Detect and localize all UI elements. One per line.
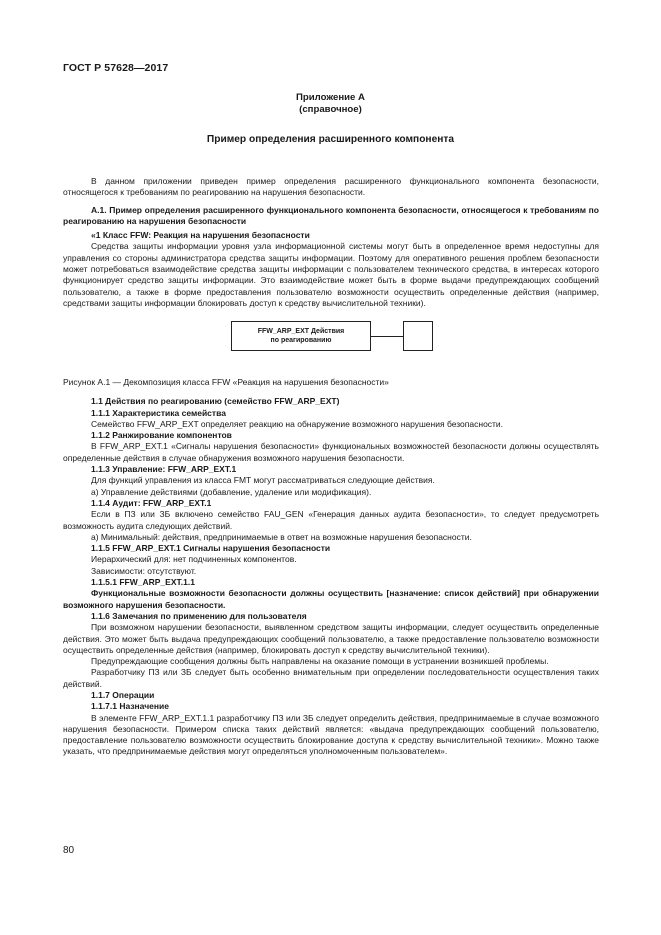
section-1-1-7-1: 1.1.7.1 Назначение [91,701,169,712]
section-1-1-6-para-1: При возможном нарушении безопасности, выявленном средством защиты информации, следует осуществить определенные действия. Это может быть выдача предупреждающих сообщений пользователю, а также предоставление пользователю возможности осуществить определенные действия (например, блокировать доступ к средству вычислительной техники). [63,622,599,655]
appendix-title: Приложение А [296,92,365,103]
family-box [231,321,371,351]
main-title: Пример определения расширенного компонента [206,134,455,145]
body-text [63,176,599,758]
section-1-1: 1.1 Действия по реагированию (семейство FFW_ARP_EXT) [91,396,340,407]
document-header: ГОСТ Р 57628—2017 [63,62,169,74]
family-box-line1: FFW_ARP_EXT Действия [257,328,345,336]
figure-caption: Рисунок А.1 — Декомпозиция класса FFW «Реакция на нарушения безопасности» [63,377,389,388]
section-1-1-2: 1.1.2 Ранжирование компонентов [91,430,232,441]
section-1-1-7: 1.1.7 Операции [91,689,155,700]
section-1-1-3-text: Для функций управления из класса FMT могут рассматриваться следующие действия. [91,475,435,486]
section-1-1-5-1: 1.1.5.1 FFW_ARP_EXT.1.1 [91,577,195,588]
section-1-1-3: 1.1.3 Управление: FFW_ARP_EXT.1 [91,464,237,475]
a1-heading: А.1. Пример определения расширенного функционального компонента безопасности, относящегося к требованиям по реагированию на нарушения безопасности [63,204,599,226]
section-1-1-6: 1.1.6 Замечания по применению для пользователя [91,610,307,621]
page-number: 80 [63,845,75,856]
section-1-1-2-text: В FFW_ARP_EXT.1 «Сигналы нарушения безопасности» функциональных возможностей безопасности должны осуществлять определенные действия в случае обнаружения возможного нарушения безопасности. [63,441,599,463]
section-1-1-7-1-text: В элементе FFW_ARP_EXT.1.1 разработчику ПЗ или ЗБ следует определить действия, предпринимаемые в случае возможного нарушения безопасности. Примером списка таких действий является: «выдача предупреждающих сообщений пользователю, предоставление пользователю возможности осуществить блокирование доступа к средству вычислительной техники». Можно также указать, что предпринимаемые действия могут определяться уполномоченным пользователем». [63,712,599,757]
component-box [403,321,433,351]
section-1-1-5: 1.1.5 FFW_ARP_EXT.1 Сигналы нарушения безопасности [91,543,331,554]
section-1-1-4: 1.1.4 Аудит: FFW_ARP_EXT.1 [91,497,212,508]
appendix-note: (справочное) [299,104,362,115]
section-1-1-4-text: Если в ПЗ или ЗБ включено семейство FAU_GEN «Генерация данных аудита безопасности», то следует предусмотреть возможность аудита следующих действий. [63,509,599,531]
section-1-1-1: 1.1.1 Характеристика семейства [91,407,226,418]
family-box-line2: по реагированию [270,337,332,345]
section-1-1-5-1-text: Функциональные возможности безопасности должны осуществить [назначение: список действий] при обнаружении возможного нарушения безопасности. [63,588,599,610]
section-1-1-6-para-3: Разработчику ПЗ или ЗБ следует быть особенно внимательным при определении последовательности осуществления таких действий. [63,667,599,689]
decomposition-diagram [63,315,599,377]
connector-line [371,336,403,337]
intro-paragraph: В данном приложении приведен пример определения расширенного функционального компонента безопасности, относящегося к требованиям по реагированию на нарушения безопасности. [63,176,599,198]
class-paragraph: Средства защиты информации уровня узла информационной системы могут быть в определенное время недоступны для управления со стороны администратора средства защиты информации. Поэтому для оперативного решения проблем безопасности может потребоваться взаимодействие средства защиты информации с пользователем технического средства, в интересах которого функционирует средство защиты информации. Это взаимодействие может быть в форме выдачи предупреждающих сообщений пользователю, а также в форме предоставления пользователю возможности осуществить определенные действия (например, средствами защиты информации блокировать доступ к средству вычислительной техники). [63,241,599,308]
section-1-1-4-item-a: а) Минимальный: действия, предпринимаемые в ответ на возможные нарушения безопасности. [91,531,472,542]
section-1-1-5-dependencies: Зависимости: отсутствуют. [91,565,197,576]
section-1-1-1-text: Семейство FFW_ARP_EXT определяет реакцию на обнаружение возможного нарушения безопасности. [91,418,504,429]
section-1-1-5-hierarchy: Иерархический для: нет подчиненных компонентов. [91,554,297,565]
class-heading: «1 Класс FFW: Реакция на нарушения безопасности [91,230,310,241]
section-1-1-6-para-2: Предупреждающие сообщения должны быть направлены на оказание помощи в устранении возникшей проблемы. [91,656,549,667]
section-1-1-3-item-a: а) Управление действиями (добавление, удаление или модификация). [91,486,372,497]
